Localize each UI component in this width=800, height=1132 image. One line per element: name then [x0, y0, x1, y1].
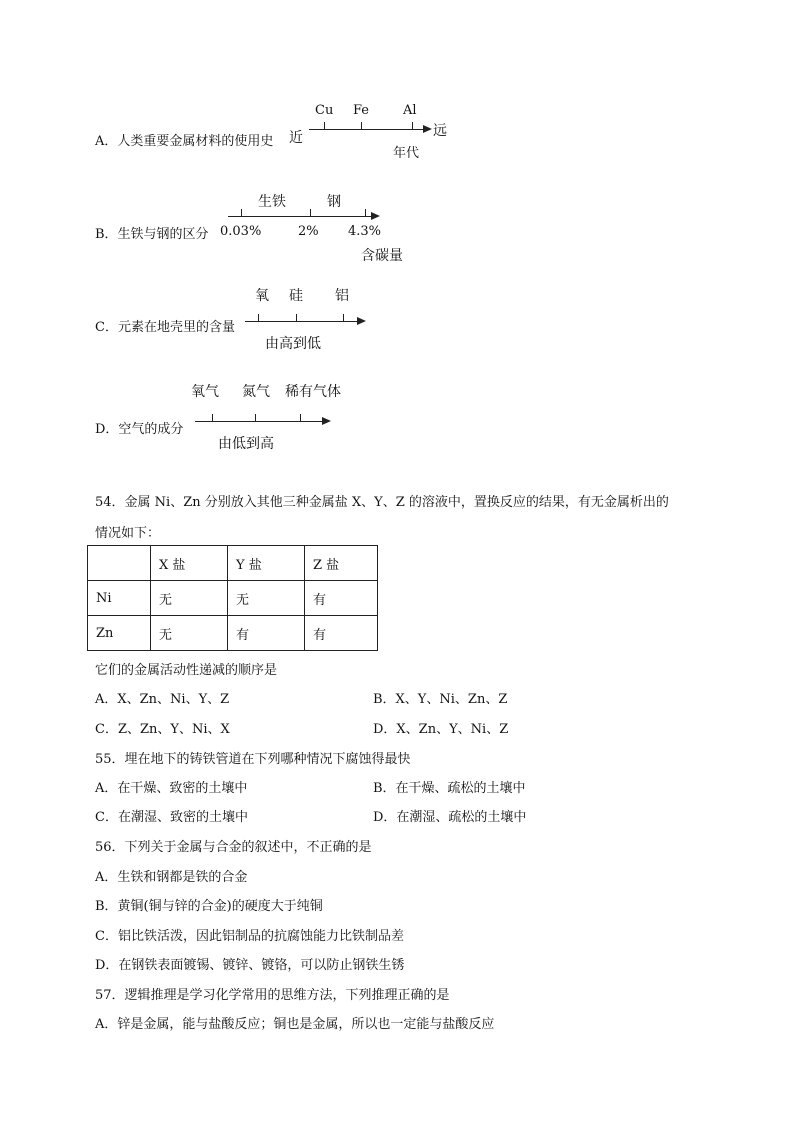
figure-a-near-label: 近	[289, 130, 303, 146]
question-55-stem: 55．埋在地下的铸铁管道在下列哪种情况下腐蚀得最快	[95, 752, 411, 767]
figure-c-mark-oxygen: 氧	[255, 288, 269, 304]
question-56-option-c: C．铝比铁活泼，因此铝制品的抗腐蚀能力比铁制品差	[95, 929, 404, 944]
table-header-cell	[88, 546, 151, 581]
question-57-stem: 57．逻辑推理是学习化学常用的思维方法，下列推理正确的是	[95, 988, 450, 1003]
figure-c-axis-line	[245, 321, 358, 322]
table-cell: Ni	[88, 581, 151, 616]
figure-a-axis-line	[309, 129, 424, 130]
question-55-option-d: D．在潮湿、疏松的土壤中	[373, 810, 527, 825]
question-54-table	[87, 545, 378, 651]
question-56-option-d: D．在钢铁表面镀锡、镀锌、镀铬，可以防止钢铁生锈	[95, 958, 405, 973]
figure-b-axis-label: 含碳量	[361, 248, 403, 264]
figure-a-mark-cu: Cu	[315, 103, 334, 118]
table-header-cell: Y 盐	[228, 546, 305, 581]
figure-d-axis-label: 由低到高	[218, 436, 274, 452]
figure-a-far-label: 远	[433, 123, 447, 139]
table-cell: 有	[305, 616, 378, 651]
figure-b-tick-3	[365, 209, 366, 216]
table-cell: Zn	[88, 616, 151, 651]
figure-d-arrowhead	[322, 417, 331, 425]
table-header-cell: X 盐	[151, 546, 228, 581]
figure-a-label: A．人类重要金属材料的使用史	[95, 134, 274, 149]
figure-c-mark-aluminum: 铝	[335, 288, 349, 304]
table-row	[88, 616, 378, 651]
question-54-stem-line2: 情况如下：	[95, 526, 161, 541]
figure-b-axis-line	[228, 216, 372, 217]
figure-d-label: D．空气的成分	[95, 422, 184, 437]
figure-b-top-pig-iron: 生铁	[258, 194, 286, 210]
question-55-option-c: C．在潮湿、致密的土壤中	[95, 810, 248, 825]
figure-d-mark-nitrogen: 氮气	[242, 384, 270, 400]
table-cell: 有	[305, 581, 378, 616]
figure-c-tick-1	[258, 314, 259, 321]
question-54-option-c: C．Z、Zn、Y、Ni、X	[95, 722, 230, 737]
figure-a-tick-al	[412, 122, 413, 129]
question-55-option-b: B．在干燥、疏松的土壤中	[373, 781, 526, 796]
figure-c-tick-2	[296, 314, 297, 321]
figure-a-axis-label: 年代	[393, 146, 420, 161]
question-54-stem-line1: 54．金属 Ni、Zn 分别放入其他三种金属盐 X、Y、Z 的溶液中，置换反应的结果，有无金属析出的	[95, 495, 669, 510]
figure-c-axis-label: 由高到低	[265, 336, 321, 352]
table-cell: 无	[151, 581, 228, 616]
figure-c-arrowhead	[357, 317, 366, 325]
figure-d-axis-line	[195, 421, 323, 422]
figure-b-top-steel: 钢	[327, 194, 341, 210]
figure-a-mark-al: Al	[403, 103, 417, 118]
figure-b-tick-1	[241, 209, 242, 216]
figure-c-mark-silicon: 硅	[289, 288, 303, 304]
figure-b-tick-2	[310, 209, 311, 216]
question-54-option-b: B．X、Y、Ni、Zn、Z	[373, 692, 508, 707]
figure-a-tick-cu	[324, 122, 325, 129]
question-55-option-a: A．在干燥、致密的土壤中	[95, 781, 248, 796]
figure-d-mark-oxygen: 氧气	[191, 384, 219, 400]
question-56-option-b: B．黄铜(铜与锌的合金)的硬度大于纯铜	[95, 899, 323, 914]
table-header-cell: Z 盐	[305, 546, 378, 581]
figure-b-tick-label-3: 4.3%	[348, 224, 382, 239]
figure-c-label: C．元素在地壳里的含量	[95, 320, 235, 335]
question-56-stem: 56．下列关于金属与合金的叙述中，不正确的是	[95, 840, 372, 855]
figure-a-tick-fe	[361, 122, 362, 129]
table-cell: 有	[228, 616, 305, 651]
question-57-option-a: A．锌是金属，能与盐酸反应；铜也是金属，所以也一定能与盐酸反应	[95, 1017, 495, 1032]
question-56-option-a: A．生铁和钢都是铁的合金	[95, 870, 248, 885]
figure-b-arrowhead	[371, 212, 380, 220]
table-row	[88, 581, 378, 616]
figure-c-tick-3	[343, 314, 344, 321]
figure-b-label: B．生铁与钢的区分	[95, 227, 209, 242]
figure-d-tick-2	[255, 414, 256, 421]
figure-d-tick-3	[300, 414, 301, 421]
question-54-option-d: D．X、Zn、Y、Ni、Z	[373, 722, 509, 737]
figure-b-tick-label-2: 2%	[298, 224, 319, 239]
question-54-option-a: A．X、Zn、Ni、Y、Z	[95, 692, 230, 707]
table-cell: 无	[151, 616, 228, 651]
table-cell: 无	[228, 581, 305, 616]
figure-d-tick-1	[212, 414, 213, 421]
figure-b-tick-label-1: 0.03%	[220, 224, 262, 239]
question-54-ask: 它们的金属活动性递减的顺序是	[95, 663, 278, 678]
table-header-row	[88, 546, 378, 581]
figure-a-mark-fe: Fe	[353, 103, 370, 118]
figure-a-arrowhead	[423, 125, 432, 133]
figure-d-mark-noble-gas: 稀有气体	[285, 384, 341, 400]
